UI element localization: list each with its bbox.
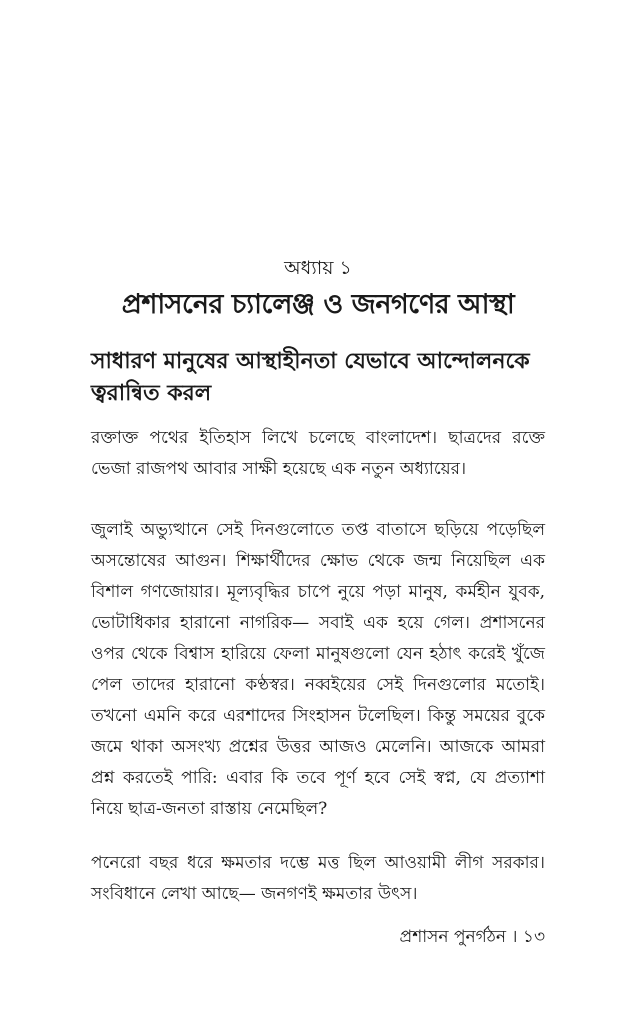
body-paragraph-2: জুলাই অভ্যুত্থানে সেই দিনগুলোতে তপ্ত বাতাসে ছড়িয়ে পড়েছিল অসন্তোষের আগুন। শিক্ষার্থীদের ক্ষোভ থেকে জন্ম নিয়েছিল এক বিশাল গণজোয়ার। মূল্যবৃদ্ধির চাপে নুয়ে পড়া মানুষ, কর্মহীন যুবক, ভোটাধিকার হারানো নাগরিক— সবাই এক হয়ে গেল। প্রশাসনের ওপর থেকে বিশ্বাস হারিয়ে ফেলা মানুষগুলো যেন হঠাৎ করেই খুঁজে পেল তাদের হারানো কণ্ঠস্বর। নব্বইয়ের সেই দিনগুলোর মতোই। তখনো এমনি করে এরশাদের সিংহাসন টলেছিল। কিন্তু সময়ের বুকে জমে থাকা অসংখ্য প্রশ্নের উত্তর আজও মেলেনি। আজকে আমরা প্রশ্ন করতেই পারি: এবার কি তবে পূর্ণ হবে সেই স্বপ্ন, যে প্রত্যাশা নিয়ে ছাত্র-জনতা রাস্তায় নেমেছিল? <box>91 520 545 819</box>
section-heading: সাধারণ মানুষের আস্থাহীনতা যেভাবে আন্দোলনকে ত্বরান্বিত করল <box>91 349 530 406</box>
chapter-title: প্রশাসনের চ্যালেঞ্জ ও জনগণের আস্থা <box>121 289 515 320</box>
chapter-label: অধ্যায় ১ <box>284 257 352 279</box>
body-paragraph-1: রক্তাক্ত পথের ইতিহাস লিখে চলেছে বাংলাদেশ। ছাত্রদের রক্তে ভেজা রাজপথ আবার সাক্ষী হয়েছে এক নতুন অধ্যায়ের। <box>91 428 545 479</box>
body-paragraph-3: পনেরো বছর ধরে ক্ষমতার দম্ভে মত্ত ছিল আওয়ামী লীগ সরকার। সংবিধানে লেখা আছে— জনগণই ক্ষমতার উৎস। <box>91 853 545 904</box>
page-footer-running-title: প্রশাসন পুনর্গঠন । ১৩ <box>399 927 545 947</box>
